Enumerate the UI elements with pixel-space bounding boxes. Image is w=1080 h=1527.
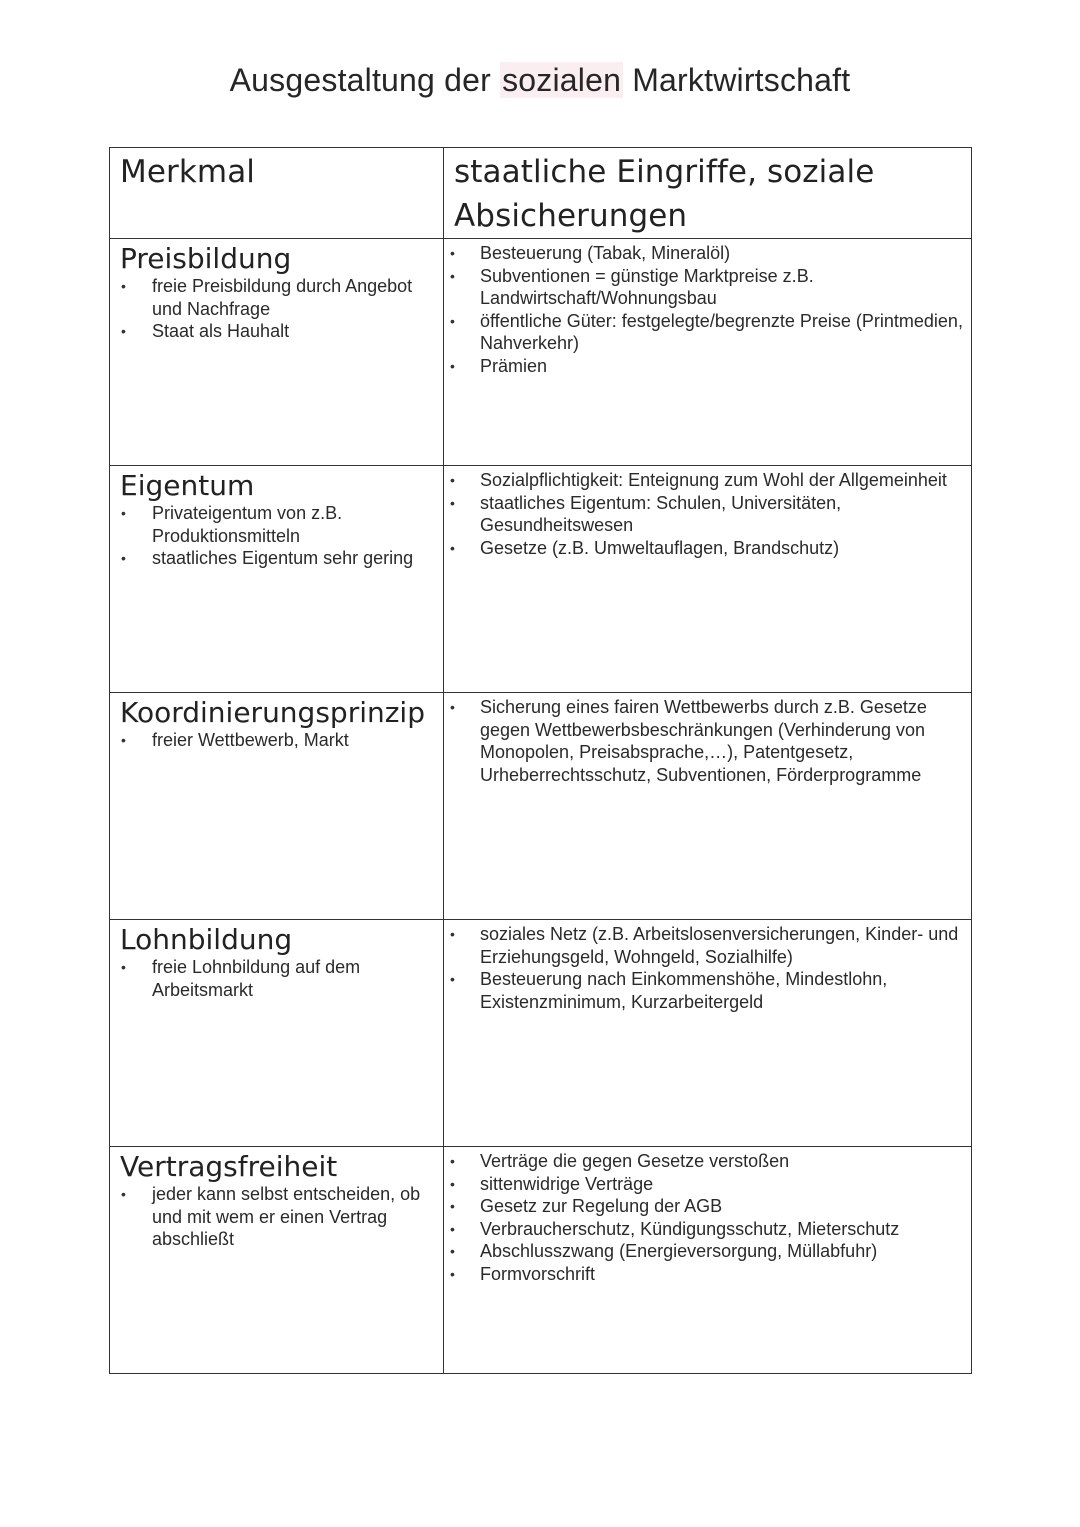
list-item-text: staatliches Eigentum: Schulen, Universitäten, Gesundheitswesen xyxy=(480,492,842,536)
list-item xyxy=(444,923,971,968)
list-item-text: Formvorschrift xyxy=(480,1263,596,1284)
list-item xyxy=(444,492,971,537)
feature-cell xyxy=(110,1147,444,1374)
feature-bullet-list xyxy=(110,502,443,570)
list-item xyxy=(444,265,971,310)
bullet-icon: • xyxy=(450,245,455,261)
bullet-icon: • xyxy=(450,267,455,284)
bullet-icon: • xyxy=(450,971,455,988)
list-item-text: Verträge die gegen Gesetze verstoßen xyxy=(480,1151,790,1171)
list-item xyxy=(110,320,443,343)
list-item-text: sittenwidrige Verträge xyxy=(480,1173,654,1194)
bullet-icon: • xyxy=(121,732,126,748)
intervention-cell xyxy=(444,239,972,466)
title-text-2: Marktwirtschaft xyxy=(623,62,851,98)
list-item-text: Gesetze (z.B. Umweltauflagen, Brandschutz) xyxy=(480,537,840,558)
list-item xyxy=(444,1240,971,1263)
bullet-icon: • xyxy=(450,494,455,511)
bullet-icon: • xyxy=(450,312,455,329)
list-item xyxy=(444,1195,971,1218)
list-item-text: freie Lohnbildung auf dem Arbeitsmarkt xyxy=(152,957,361,1000)
list-item-text: Gesetz zur Regelung der AGB xyxy=(480,1196,723,1217)
list-item xyxy=(444,537,971,560)
table-row xyxy=(110,239,972,466)
bullet-icon: • xyxy=(121,1186,126,1202)
feature-cell xyxy=(110,920,444,1147)
title-text-1: Ausgestaltung der xyxy=(229,62,501,98)
intervention-bullet-list xyxy=(444,920,971,1013)
list-item xyxy=(110,1183,443,1251)
list-item-text: Verbraucherschutz, Kündigungsschutz, Mieterschutz xyxy=(480,1218,900,1239)
feature-title: Lohnbildung xyxy=(120,923,293,956)
list-item-text: Staat als Hauhalt xyxy=(152,321,290,342)
list-item-text: Sozialpflichtigkeit: Enteignung zum Wohl der Allgemeinheit xyxy=(480,470,947,490)
list-item xyxy=(444,968,971,1013)
list-item xyxy=(444,1150,971,1173)
list-item xyxy=(110,502,443,547)
list-item-text: Sicherung eines fairen Wettbewerbs durch z.B. Gesetze gegen Wettbewerbsbeschränkungen (Verhinderung von Monopolen, Preisabsprache,…), Patentgesetz, Urheberrechtsschutz, Subventionen, Förderprogramme xyxy=(480,697,927,785)
table-row xyxy=(110,1147,972,1374)
title-text-highlight: sozialen xyxy=(502,62,622,98)
feature-bullet-list xyxy=(110,275,443,343)
header-cell-interventions xyxy=(444,148,972,239)
list-item xyxy=(444,1263,971,1286)
header-feature-label: Merkmal xyxy=(120,154,256,190)
intervention-bullet-list xyxy=(444,239,971,378)
intervention-cell xyxy=(444,1147,972,1374)
bullet-icon: • xyxy=(121,550,126,567)
intervention-cell xyxy=(444,920,972,1147)
list-item-text: Privateigentum von z.B. Produktionsmitteln xyxy=(152,503,343,546)
bullet-icon: • xyxy=(450,1265,455,1282)
bullet-icon: • xyxy=(450,1198,455,1215)
feature-cell xyxy=(110,466,444,693)
bullet-icon: • xyxy=(450,357,455,374)
list-item xyxy=(444,310,971,355)
list-item xyxy=(110,956,443,1001)
feature-title: Eigentum xyxy=(120,469,255,502)
list-item xyxy=(444,242,971,265)
feature-bullet-list xyxy=(110,1183,443,1251)
bullet-icon: • xyxy=(450,1175,455,1192)
list-item-text: Besteuerung (Tabak, Mineralöl) xyxy=(480,243,731,263)
feature-title: Preisbildung xyxy=(120,242,292,275)
list-item xyxy=(444,469,971,492)
page-title xyxy=(0,62,1080,99)
intervention-bullet-list xyxy=(444,693,971,786)
bullet-icon: • xyxy=(450,699,455,715)
list-item-text: Prämien xyxy=(480,355,548,376)
intervention-bullet-list xyxy=(444,1147,971,1286)
bullet-icon: • xyxy=(450,1153,455,1169)
list-item-text: soziales Netz (z.B. Arbeitslosenversicherungen, Kinder- und Erziehungsgeld, Wohngeld, Sozialhilfe) xyxy=(480,924,959,967)
feature-bullet-list xyxy=(110,956,443,1001)
table-row xyxy=(110,693,972,920)
list-item-text: öffentliche Güter: festgelegte/begrenzte Preise (Printmedien, Nahverkehr) xyxy=(480,310,963,354)
intervention-cell xyxy=(444,466,972,693)
feature-title: Koordinierungsprinzip xyxy=(120,696,425,729)
list-item-text: Besteuerung nach Einkommenshöhe, Mindestlohn, Existenzminimum, Kurzarbeitergeld xyxy=(480,969,888,1012)
list-item-text: jeder kann selbst entscheiden, ob und mit wem er einen Vertrag abschließt xyxy=(152,1184,421,1250)
list-item-text: Abschlusszwang (Energieversorgung, Müllabfuhr) xyxy=(480,1241,878,1262)
list-item xyxy=(110,275,443,320)
list-item xyxy=(110,547,443,570)
bullet-icon: • xyxy=(450,472,455,488)
feature-title: Vertragsfreiheit xyxy=(120,1150,338,1183)
header-cell-feature xyxy=(110,148,444,239)
table-row xyxy=(110,466,972,693)
list-item xyxy=(444,1218,971,1241)
bullet-icon: • xyxy=(450,1243,455,1260)
bullet-icon: • xyxy=(121,278,126,294)
bullet-icon: • xyxy=(121,959,126,975)
comparison-table xyxy=(109,147,972,1374)
list-item xyxy=(444,696,971,786)
list-item-text: freie Preisbildung durch Angebot und Nachfrage xyxy=(152,276,413,319)
list-item-text: freier Wettbewerb, Markt xyxy=(152,730,349,750)
list-item xyxy=(444,1173,971,1196)
feature-cell xyxy=(110,239,444,466)
bullet-icon: • xyxy=(450,539,455,556)
list-item xyxy=(444,355,971,378)
bullet-icon: • xyxy=(450,1220,455,1237)
header-interventions-label: staatliche Eingriffe, soziale Absicherungen xyxy=(454,154,875,234)
intervention-bullet-list xyxy=(444,466,971,559)
list-item-text: staatliches Eigentum sehr gering xyxy=(152,548,414,569)
feature-cell xyxy=(110,693,444,920)
feature-bullet-list xyxy=(110,729,443,752)
bullet-icon: • xyxy=(121,505,126,521)
bullet-icon: • xyxy=(121,323,126,340)
list-item xyxy=(110,729,443,752)
table-header-row xyxy=(110,148,972,239)
intervention-cell xyxy=(444,693,972,920)
table-row xyxy=(110,920,972,1147)
list-item-text: Subventionen = günstige Marktpreise z.B. Landwirtschaft/Wohnungsbau xyxy=(480,265,814,309)
bullet-icon: • xyxy=(450,926,455,942)
